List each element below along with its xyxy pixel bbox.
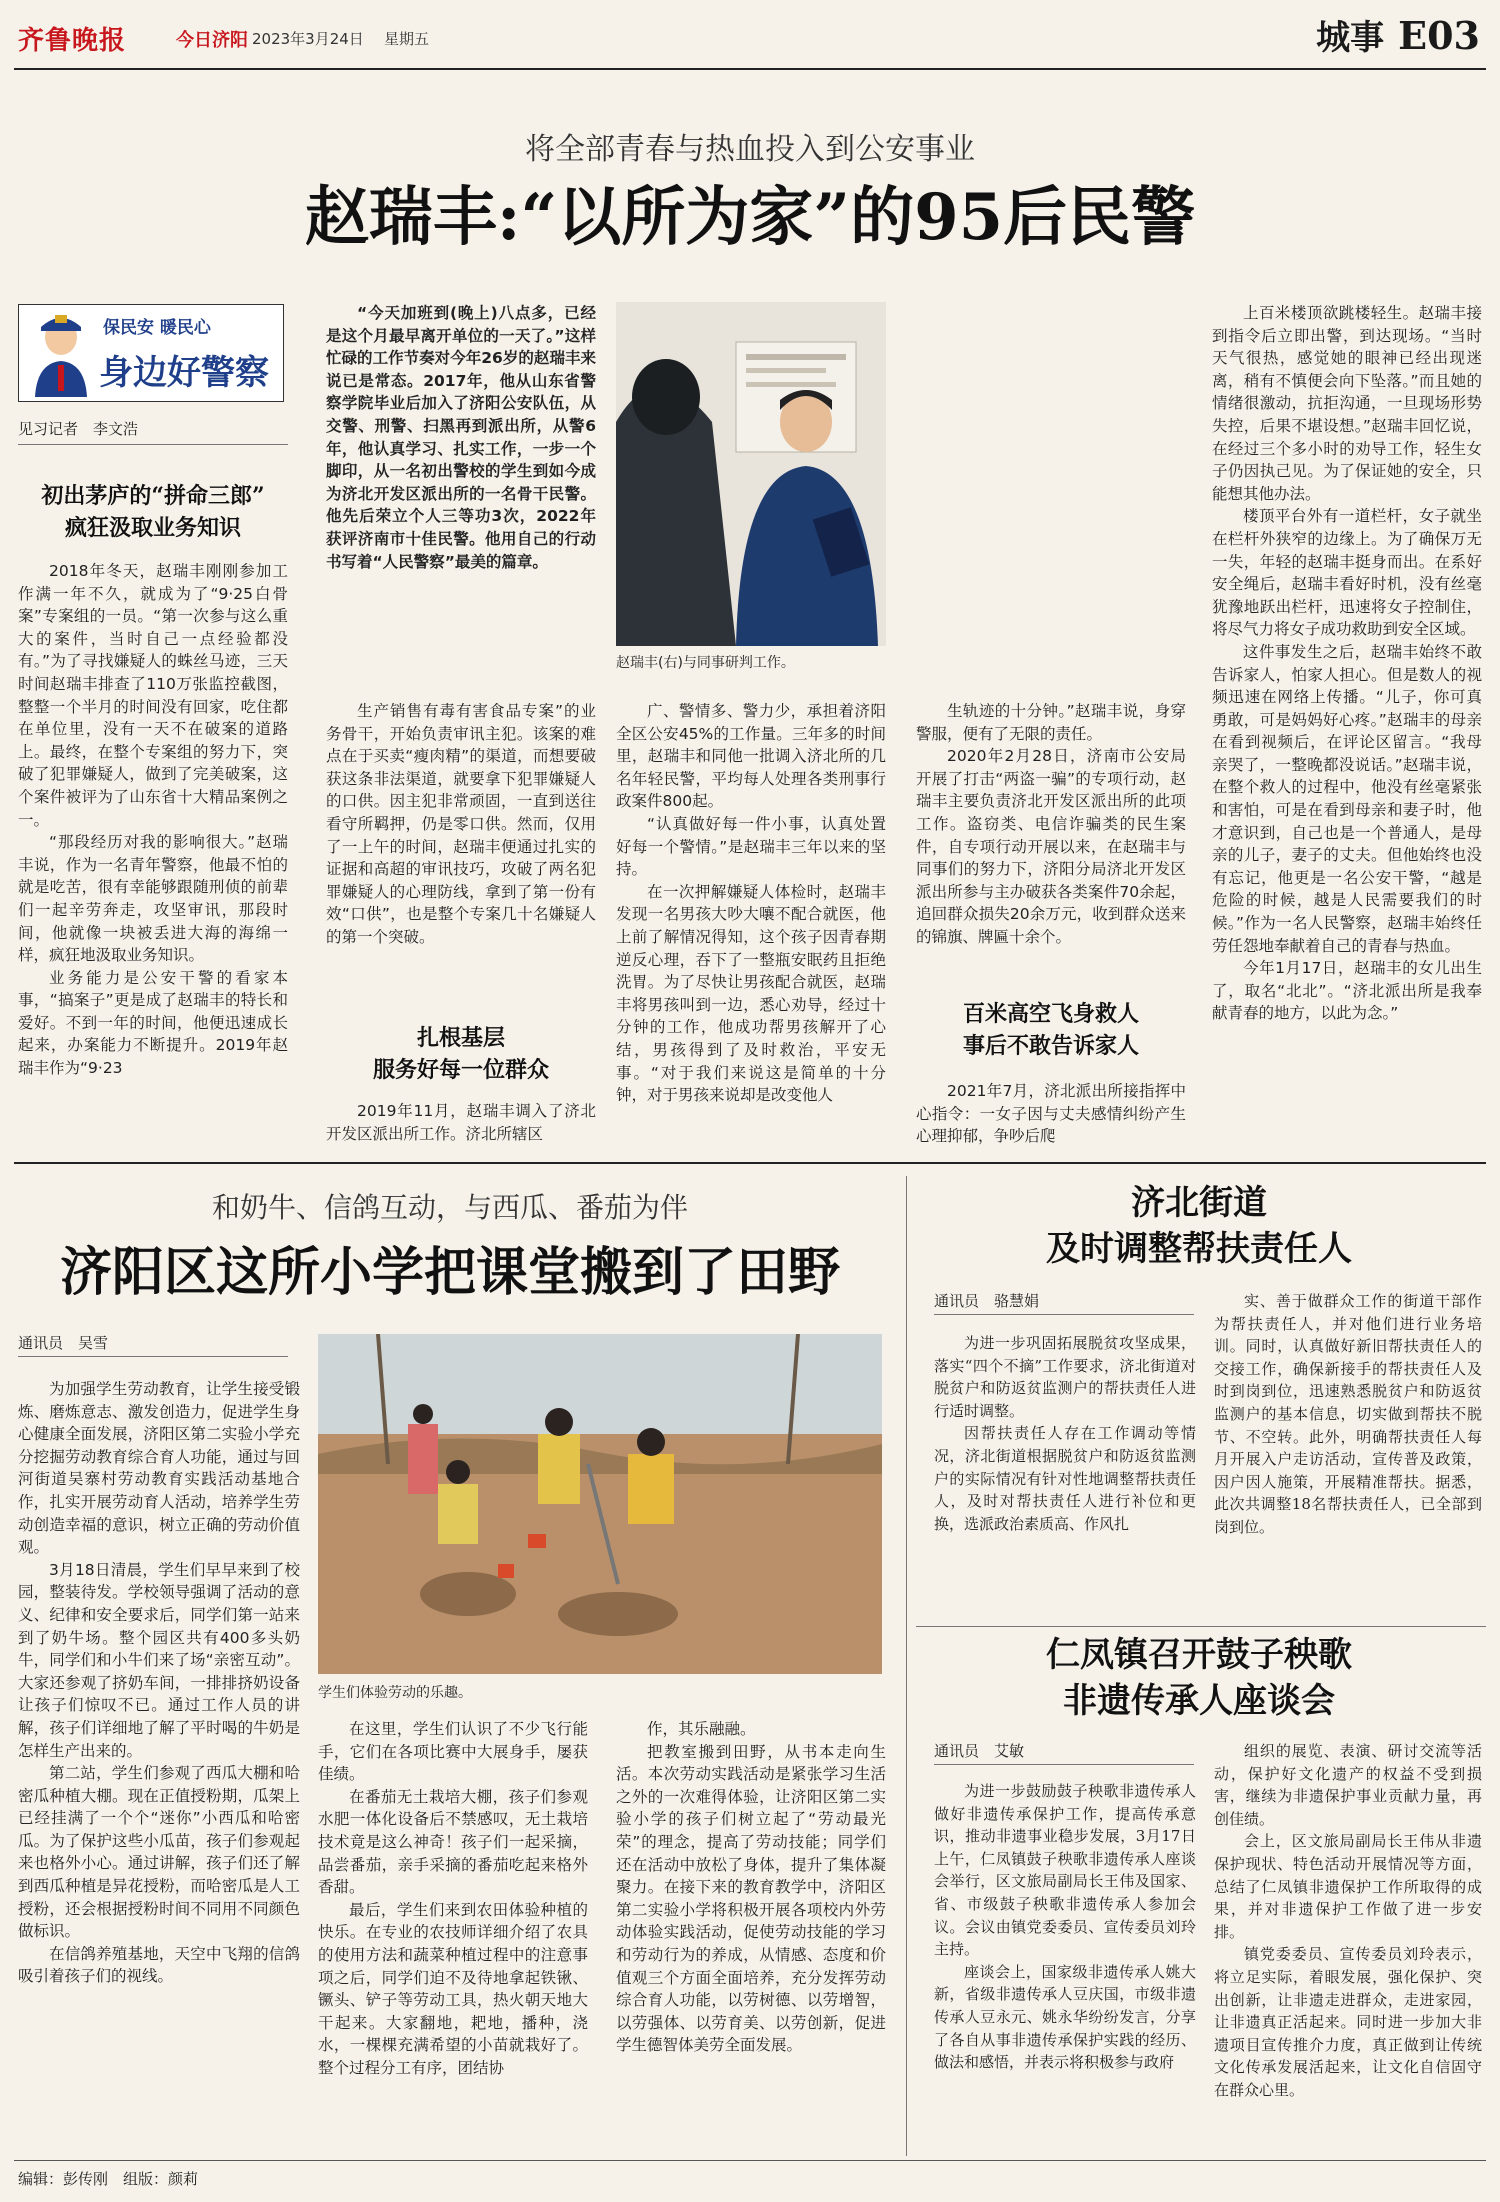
- paragraph: 座谈会上，国家级非遗传承人姚大新，省级非遗传承人豆庆国，市级非遗传承人豆永元、姚永华纷纷发言，分享了各自从事非遗传承保护实践的经历、做法和感悟，并表示将积极参与政府: [934, 1962, 1196, 2072]
- paragraph: 实、善于做群众工作的街道干部作为帮扶责任人，并对他们进行业务培训。同时，认真做好新旧帮扶责任人的交接工作，确保新接手的帮扶责任人及时到岗到位，迅速熟悉脱贫户和防返贫监测户的基本信息，切实做到帮扶不脱节、不空转。此外，明确帮扶责任人每月开展入户走访活动，宣传普及政策，因户因人施策，开展精准帮扶。据悉，此次共调整18名帮扶责任人，已全部到岗到位。: [1214, 1292, 1482, 1536]
- newspaper-logo: 齐鲁晚报: [18, 26, 127, 56]
- story2-byline: 通讯员 吴雪: [18, 1334, 109, 1352]
- paragraph: 业务能力是公安干警的看家本事，“搞案子”更是成了赵瑞丰的特长和爱好。不到一年的时间，他便迅速成长起来，办案能力不断提升。2019年赵瑞丰作为“9·23: [18, 968, 288, 1078]
- paragraph: 上百米楼顶欲跳楼轻生。赵瑞丰接到指令后立即出警，到达现场。“当时天气很热，感觉她的眼神已经出现迷离，稍有不慎便会向下坠落。”而且她的情绪很激动，抗拒沟通，一旦现场形势失控，后果不堪设想。”赵瑞丰回忆说，在经过三个多小时的劝导工作，轻生女子仍因执己见。为了保证她的安全，只能想其他办法。: [1212, 304, 1482, 503]
- paragraph: “今天加班到(晚上)八点多，已经是这个月最早离开单位的一天了。”这样忙碌的工作节奏对今年26岁的赵瑞丰来说已是常态。2017年，他从山东省警察学院毕业后加入了济阳公安队伍，从交警、刑警、扫黑再到派出所，从警6年，他认真学习、扎实工作，一步一个脚印，从一名初出警校的学生到如今成为济北开发区派出所的一名骨干民警。他先后荣立个人三等功3次，2022年获评济南市十佳民警。他用自己的行动书写着“人民警察”最美的篇章。: [326, 304, 596, 571]
- story4-column-1: [934, 1780, 1196, 2152]
- paragraph: 为进一步鼓励鼓子秧歌非遗传承人做好非遗传承保护工作，提高传承意识，推动非遗事业稳步发展，3月17日上午，仁凤镇鼓子秧歌非遗传承人座谈会举行，区文旅局副局长王伟及国家、省、市级鼓子秧歌非遗传承人参加会议。会议由镇党委委员、宣传委员刘玲主持。: [934, 1782, 1196, 1959]
- story1-lead: [326, 302, 596, 682]
- section-name: 今日济阳: [176, 30, 248, 51]
- story2-column-1: [18, 1378, 300, 2150]
- paragraph: 2019年11月，赵瑞丰调入了济北开发区派出所工作。济北所辖区: [326, 1102, 596, 1143]
- story2-column-3: [616, 1718, 886, 2150]
- badge-slogan: 保民安 暖民心: [103, 318, 211, 338]
- issue-date: 2023年3月24日: [252, 30, 364, 48]
- story1-column-3: [616, 700, 886, 1150]
- byline-rule: [934, 1764, 1194, 1765]
- story2-headline: 济阳区这所小学把课堂搬到了田野: [59, 1242, 840, 1303]
- paragraph: 镇党委委员、宣传委员刘玲表示，将立足实际，着眼发展，强化保护、突出创新，让非遗走进群众，走进家园，让非遗真正活起来。同时进一步加大非遗项目宣传推介力度，真正做到让传统文化传承发展活起来，让文化自信固守在群众心里。: [1214, 1945, 1482, 2099]
- byline-rule: [18, 1356, 288, 1357]
- story1-column-4-tail: [916, 1080, 1186, 1150]
- police-badge: [18, 304, 284, 402]
- section-rule: [14, 1162, 1486, 1164]
- photo-students-farming: [318, 1334, 882, 1674]
- story1-column-1: [18, 560, 288, 1150]
- story1-byline: 见习记者 李文浩: [18, 420, 139, 438]
- paragraph: “认真做好每一件小事，认真处置好每一个警情。”是赵瑞丰三年以来的坚持。: [616, 814, 886, 879]
- paragraph: 为进一步巩固拓展脱贫攻坚成果，落实“四个不摘”工作要求，济北街道对脱贫户和防返贫监测户的帮扶责任人进行适时调整。: [934, 1334, 1196, 1420]
- paragraph: 在番茄无土栽培大棚，孩子们参观水肥一体化设备后不禁感叹，无土栽培技术竟是这么神奇！孩子们一起采摘，品尝番茄，亲手采摘的番茄吃起来格外香甜。: [318, 1787, 588, 1897]
- police-officer-icon: [25, 307, 97, 399]
- paragraph: 今年1月17日，赵瑞丰的女儿出生了，取名“北北”。“济北派出所是我奉献青春的地方，以此为念。”: [1212, 959, 1482, 1023]
- page-number: E03: [1398, 13, 1480, 58]
- paragraph: 作，其乐融融。: [647, 1720, 756, 1738]
- story1-subhead-3: 百米高空飞身救人 事后不敢告诉家人: [962, 1001, 1139, 1059]
- paragraph: 广、警情多、警力少，承担着济阳全区公安45%的工作量。三年多的时间里，赵瑞丰和同他一批调入济北所的几名年轻民警，平均每人处理各类刑事行政案件800起。: [616, 702, 886, 811]
- story3-byline: 通讯员 骆慧娟: [934, 1292, 1040, 1310]
- paragraph: 这件事发生之后，赵瑞丰始终不敢告诉家人，怕家人担心。但是数人的视频迅速在网络上传播。“儿子，你可真勇敢，可是妈妈好心疼。”赵瑞丰的母亲在看到视频后，在评论区留言。“我母亲哭了，一整晚都没说话。”赵瑞丰说，在整个救人的过程中，他没有丝毫紧张和害怕，可是在看到母亲和妻子时，他才意识到，自己也是一个普通人，是母亲的儿子，妻子的丈夫。但他始终也没有忘记，他更是一名公安干警，“越是危险的时候，越是人民需要我们的时候。”作为一名人民警察，赵瑞丰始终任劳任怨地奉献着自己的青春与热血。: [1212, 642, 1482, 955]
- story2-kicker: 和奶牛、信鸽互动，与西瓜、番茄为伴: [211, 1191, 688, 1224]
- paragraph: 为加强学生劳动教育，让学生接受锻炼、磨炼意志、激发创造力，促进学生身心健康全面发展，济阳区第二实验小学充分挖掘劳动教育综合育人功能，通过与回河街道吴寨村劳动教育实践活动基地合作，扎实开展劳动育人活动，培养学生劳动创造幸福的意识，树立正确的劳动价值观。: [18, 1380, 300, 1557]
- paragraph: “那段经历对我的影响很大。”赵瑞丰说，作为一名青年警察，他最不怕的就是吃苦，很有幸能够跟随刑侦的前辈们一起辛劳奔走，攻坚审讯，那段时间，他就像一块被丢进大海的海绵一样，疯狂地汲取业务知识。: [18, 833, 288, 965]
- story3-headline: 济北街道 及时调整帮扶责任人: [1046, 1183, 1352, 1269]
- story2-column-2: [318, 1718, 588, 2150]
- story4-headline: 仁凤镇召开鼓子秧歌 非遗传承人座谈会: [1046, 1635, 1352, 1721]
- story4-byline: 通讯员 艾敏: [934, 1742, 1025, 1760]
- story-divider: [916, 1626, 1486, 1627]
- footer-credits: 编辑：彭传刚 组版：颜莉: [18, 2170, 199, 2188]
- story3-column-2: [1214, 1290, 1482, 1616]
- issue-weekday: 星期五: [384, 30, 430, 48]
- paragraph: 生轨迹的十分钟。”赵瑞丰说，身穿警服，便有了无限的责任。: [916, 702, 1186, 743]
- paragraph: 最后，学生们来到农田体验种植的快乐。在专业的农技师详细介绍了农具的使用方法和蔬菜种植过程中的注意事项之后，同学们迫不及待地拿起铁锹、镢头、铲子等劳动工具，热火朝天地大干起来。大家翻地，耙地，播种，浇水，一棵棵充满希望的小苗就栽好了。整个过程分工有序，团结协: [318, 1900, 588, 2077]
- paragraph: 会上，区文旅局副局长王伟从非遗保护现状、特色活动开展情况等方面，总结了仁凤镇非遗保护工作所取得的成果，并对非遗保护工作做了进一步安排。: [1214, 1832, 1482, 1941]
- paragraph: 把教室搬到田野，从书本走向生活。本次劳动实践活动是紧张学习生活之外的一次难得体验，让济阳区第二实验小学的孩子们树立起了“劳动最光荣”的理念，提高了劳动技能；同学们还在活动中放松了身体，提升了集体凝聚力。在接下来的教育教学中，济阳区第二实验小学将积极开展各项校内外劳动体验实践活动，促使劳动技能的学习和劳动行为的养成，从情感、态度和价值观三个方面全面培养，充分发挥劳动综合育人功能，以劳树德、以劳增智，以劳强体、以劳育美、以劳创新，促进学生德智体美劳全面发展。: [616, 1742, 886, 2055]
- badge-title: 身边好警察: [99, 353, 269, 393]
- byline-rule: [934, 1314, 1194, 1315]
- paragraph: 在这里，学生们认识了不少飞行能手，它们在各项比赛中大展身手，屡获佳绩。: [318, 1720, 588, 1784]
- paragraph: 组织的展览、表演、研讨交流等活动，保护好文化遗产的权益不受到损害，继续为非遗保护事业贡献力量，再创佳绩。: [1214, 1742, 1482, 1828]
- paragraph: 2021年7月，济北派出所接指挥中心指令：一女子因与丈夫感情纠纷产生心理抑郁，争吵后爬: [916, 1082, 1186, 1146]
- story4-column-2: [1214, 1740, 1482, 2152]
- paragraph: 楼顶平台外有一道栏杆，女子就坐在栏杆外狭窄的边缘上。为了确保万无一失，年轻的赵瑞丰挺身而出。在系好安全绳后，赵瑞丰看好时机，没有丝毫犹豫地跃出栏杆，迅速将女子控制住，将尽气力将女子成功救助到安全区域。: [1212, 507, 1482, 639]
- page-label: [1316, 10, 1480, 59]
- paragraph: 第二站，学生们参观了西瓜大棚和哈密瓜种植大棚。现在正值授粉期，瓜架上已经挂满了一个个“迷你”小西瓜和哈密瓜。为了保护这些小瓜苗，孩子们参观起来也格外小心。通过讲解，孩子们还了解到西瓜种植是异花授粉，而哈密瓜是人工授粉，还会根据授粉时间不同用不同颜色做标识。: [18, 1764, 300, 1941]
- story3-column-1: [934, 1332, 1196, 1614]
- header-rule: [14, 68, 1486, 70]
- story1-column-2-tail: [326, 1100, 596, 1150]
- paragraph: 2018年冬天，赵瑞丰刚刚参加工作满一年不久，就成为了“9·25白骨案”专案组的一员。“第一次参与这么重大的案件，当时自己一点经验都没有。”为了寻找嫌疑人的蛛丝马迹，三天时间赵瑞丰排查了110万张监控截图，整整一个半月的时间没有回家，吃住都在单位里，没有一天不在破案的道路上。最终，在整个专案组的努力下，突破了犯罪嫌疑人，做到了完美破案，这个案件被评为了山东省十大精品案例之一。: [18, 562, 288, 829]
- paragraph: 2020年2月28日，济南市公安局开展了打击“两盗一骗”的专项行动，赵瑞丰主要负责济北开发区派出所的此项工作。盗窃类、电信诈骗类的民生案件，自专项行动开展以来，在赵瑞丰与同事们的努力下，济阳分局济北开发区派出所参与主办破获各类案件70余起，追回群众损失20余万元，收到群众送来的锦旗、牌匾十余个。: [916, 747, 1186, 946]
- byline-rule: [18, 444, 288, 445]
- story1-subhead-1: 初出茅庐的“拼命三郎” 疯狂汲取业务知识: [41, 483, 265, 541]
- story1-subhead-2: 扎根基层 服务好每一位群众: [372, 1025, 549, 1083]
- story1-column-2: [326, 700, 596, 990]
- column-divider: [906, 1176, 907, 2156]
- paragraph: 在信鸽养殖基地，天空中飞翔的信鸽吸引着孩子们的视线。: [18, 1944, 300, 1986]
- photo2-caption: 学生们体验劳动的乐趣。: [318, 1685, 472, 1701]
- footer-rule: [14, 2160, 1486, 2161]
- photo-police-officers: [616, 302, 886, 646]
- story1-kicker: 将全部青春与热血投入到公安事业: [525, 132, 975, 167]
- paragraph: 生产销售有毒有害食品专案”的业务骨干，开始负责审讯主犯。该案的难点在于买卖“瘦肉精”的渠道，而想要破获这条非法渠道，就要拿下犯罪嫌疑人的口供。因主犯非常顽固，一直到送往看守所羁押，仍是零口供。然而，仅用了一上午的时间，赵瑞丰便通过扎实的证据和高超的审讯技巧，攻破了两名犯罪嫌疑人的心理防线，拿到了第一份有效“口供”，也是整个专案几十名嫌疑人的第一个突破。: [326, 702, 596, 946]
- story1-column-4: [916, 700, 1186, 980]
- story1-headline: 赵瑞丰:“以所为家”的95后民警: [304, 180, 1196, 255]
- story1-column-5: [1212, 302, 1482, 1150]
- paragraph: 在一次押解嫌疑人体检时，赵瑞丰发现一名男孩大吵大嚷不配合就医，他上前了解情况得知，这个孩子因青春期逆反心理，吞下了一整瓶安眠药且拒绝洗胃。为了尽快让男孩配合就医，赵瑞丰将男孩叫到一边，悉心劝导，经过十分钟的工作，他成功帮男孩解开了心结，男孩得到了及时救治，平安无事。“对于我们来说这是简单的十分钟，对于男孩来说却是改变他人: [616, 882, 886, 1105]
- paragraph: 因帮扶责任人存在工作调动等情况，济北街道根据脱贫户和防返贫监测户的实际情况有针对性地调整帮扶责任人，及时对帮扶责任人进行补位和更换，选派政治素质高、作风扎: [934, 1424, 1196, 1533]
- paragraph: 3月18日清晨，学生们早早来到了校园，整装待发。学校领导强调了活动的意义、纪律和安全要求后，同学们第一站来到了奶牛场。整个园区共有400多头奶牛，同学们和小牛们来了场“亲密互动”。大家还参观了挤奶车间，一排排挤奶设备让孩子们惊叹不已。通过工作人员的讲解，孩子们详细地了解了平时喝的牛奶是怎样生产出来的。: [18, 1560, 300, 1760]
- page-category: 城事: [1316, 18, 1385, 58]
- photo1-caption: 赵瑞丰(右)与同事研判工作。: [616, 655, 795, 671]
